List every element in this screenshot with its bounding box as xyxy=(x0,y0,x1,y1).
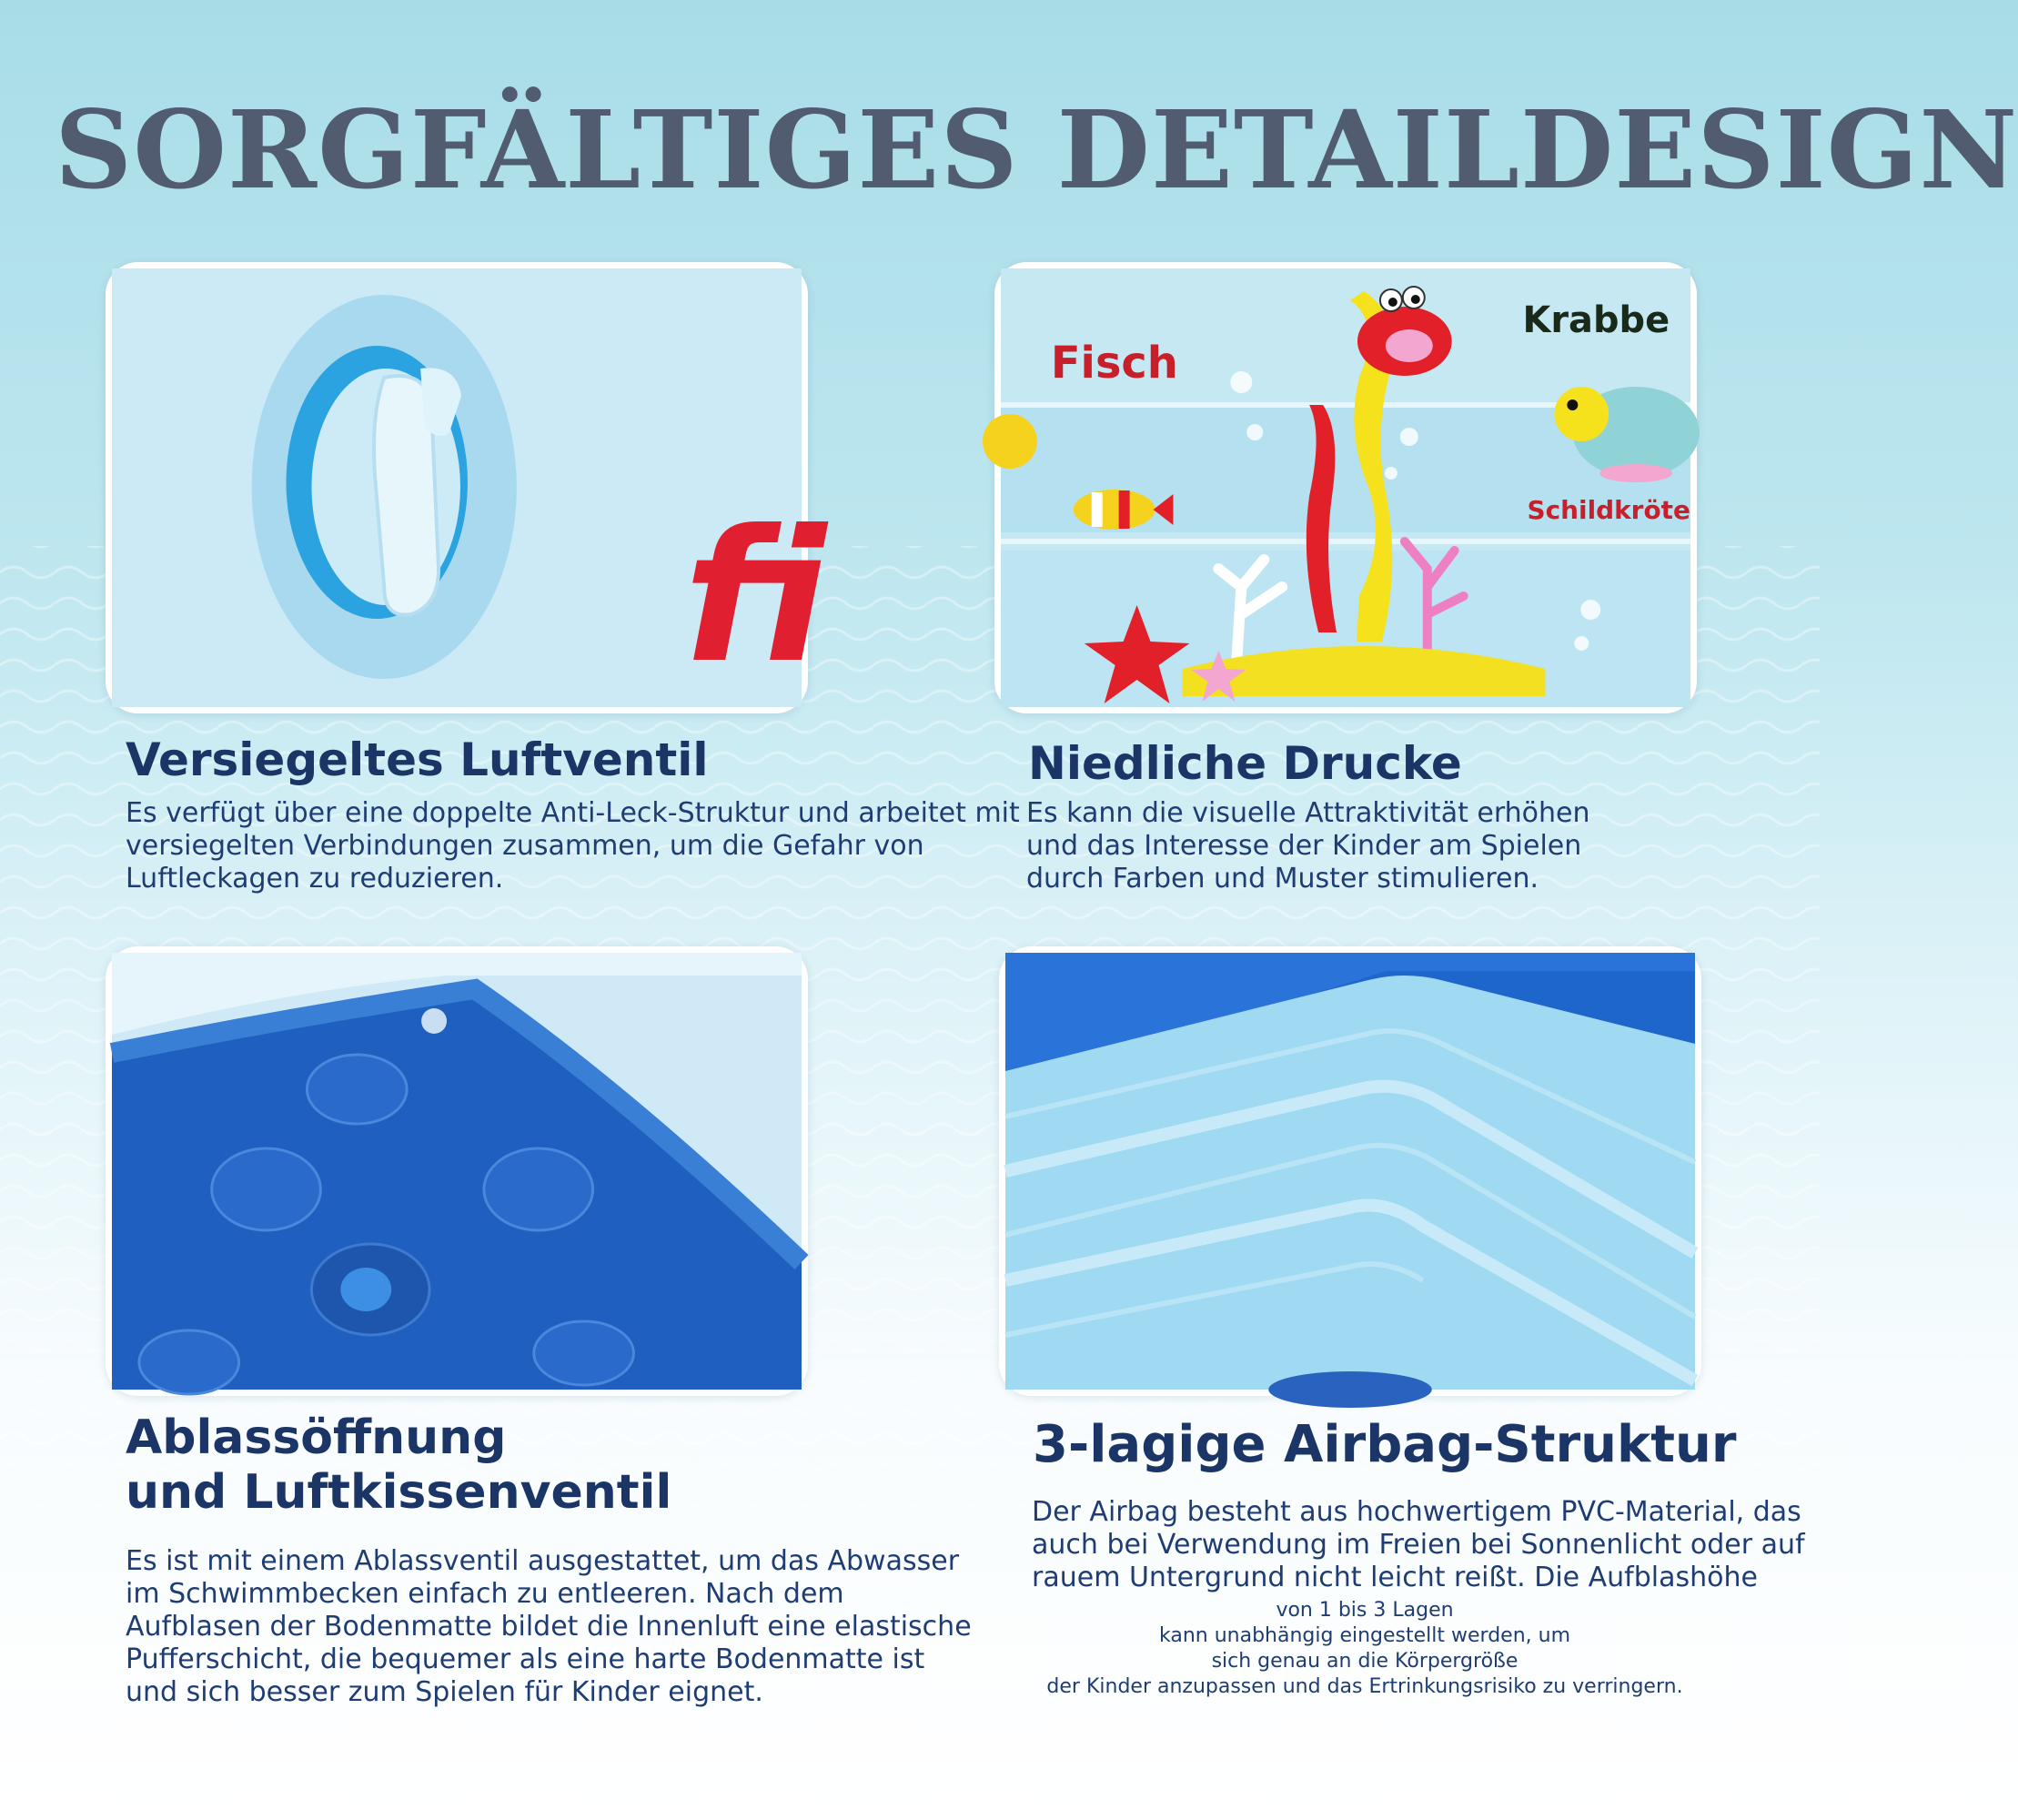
feature-heading-drain-line1: Ablassöffnung xyxy=(126,1410,507,1465)
feature-heading-drain-line2: und Luftkissenventil xyxy=(126,1465,672,1520)
airbag-small-line-2: kann unabhängig eingestellt werden, um xyxy=(1159,1624,1570,1647)
feature-text-prints: Es kann die visuelle Attraktivität erhöhen und das Interesse der Kinder am Spielen durch Farben und Muster stimulieren. xyxy=(1026,797,1590,895)
feature-text-drain-valve: Es ist mit einem Ablassventil ausgestattet, um das Abwasser im Schwimmbecken einfach zu entleeren. Nach dem Aufblasen der Bodenmatte bildet die Innenluft eine elastische Pufferschicht, die bequemer als eine harte Bodenmatte ist und sich besser zum Spielen für Kinder eignet. xyxy=(126,1545,972,1708)
feature-heading-air-valve: Versiegeltes Luftventil xyxy=(126,733,709,786)
page-title: SORGFÄLTIGES DETAILDESIGN xyxy=(55,86,2018,213)
feature-text-airbag: Der Airbag besteht aus hochwertigem PVC-Material, das auch bei Verwendung im Freien bei Sonnenlicht oder auf rauem Untergrund nicht leicht reißt. Die Aufblashöhe xyxy=(1032,1496,1805,1593)
airbag-small-line-1: von 1 bis 3 Lagen xyxy=(1276,1599,1454,1622)
turtle-label: Schildkröte xyxy=(1527,494,1690,526)
feature-heading-drain-valve xyxy=(126,1410,671,1520)
air-valve-image xyxy=(106,262,827,713)
feature-heading-prints: Niedliche Drucke xyxy=(1028,737,1462,790)
feature-text-airbag-small xyxy=(1019,1598,1710,1700)
airbag-small-line-4: der Kinder anzupassen und das Ertrinkungsrisiko zu verringern. xyxy=(1046,1675,1683,1698)
airbag-small-line-3: sich genau an die Körpergröße xyxy=(1211,1650,1519,1673)
valve-print-text: fi xyxy=(683,491,827,704)
drain-valve-image xyxy=(106,946,808,1396)
crab-label: Krabbe xyxy=(1522,298,1670,342)
fish-label: Fisch xyxy=(1050,338,1178,389)
feature-text-air-valve: Es verfügt über eine doppelte Anti-Leck-Struktur und arbeitet mit versiegelten Verbindungen zusammen, um die Gefahr von Luftleckagen zu reduzieren. xyxy=(126,797,1020,895)
cute-prints-image xyxy=(994,262,1697,713)
airbag-structure-image xyxy=(999,946,1701,1396)
feature-heading-airbag: 3-lagige Airbag-Struktur xyxy=(1033,1415,1737,1474)
